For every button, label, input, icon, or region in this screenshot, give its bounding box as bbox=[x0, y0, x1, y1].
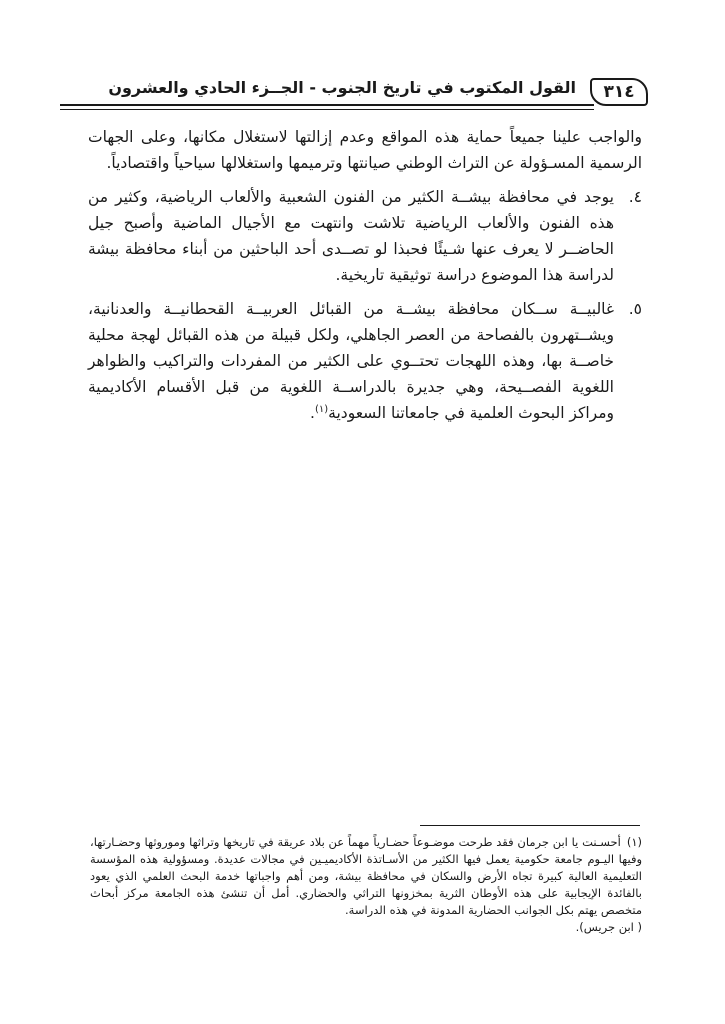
footnote-reference[interactable]: (١) bbox=[314, 403, 329, 415]
header-rule bbox=[60, 104, 594, 106]
main-content bbox=[88, 124, 642, 434]
item-text: يوجد في محافظة بيشــة الكثير من الفنون الشعبية والألعاب الرياضية، وكثير من هذه الفنون والألعاب الرياضية تلاشت وانتهت مع الأجيال الماضية وأصبح جيل الحاضــر لا يعرف عنها شـيئًا فحبذا لو تصــدى أحد الباحثين من أبناء محافظة بيشة لدراسة هذا الموضوع دراسة توثيقية تاريخية. bbox=[88, 188, 614, 284]
item-text: غالبيــة ســكان محافظة بيشــة من القبائل العربيــة القحطانيــة والعدنانية، ويشــتهرون بالفصاحة من العصر الجاهلي، ولكل قبيلة من هذه القبائل لهجة محلية خاصــة بها، وهذه اللهجات تحتــوي على الكثير من المفردات والتراكيب والظواهر اللغوية الفصــيحة، وهي جديرة بالدراســة اللغوية من قبل الأقسام الأكاديمية ومراكز البحوث العلمية في جامعاتنا السعودية bbox=[88, 300, 614, 422]
footnote-1 bbox=[90, 834, 642, 919]
intro-paragraph: والواجب علينا جميعاً حماية هذه المواقع وعدم إزالتها لاستغلال مكانها، وعلى الجهات الرسمية المسـؤولة عن التراث الوطني صيانتها وترميمها واستغلالها سياحياً واقتصادياً. bbox=[88, 128, 642, 172]
footnote-text: أحسـنت يا ابن جرمان فقد طرحت موضـوعاً حضـارياً مهماً عن بلاد عريقة في تاريخها وتراثها وموروثها وحضـارتها، وفيها اليـوم جامعة حكومية يعمل فيها الكثير من الأسـاتذة الأكاديميـين في مجالات عديدة. ومسؤولية هذه المؤسسة التعليمية العالية كبيرة تجاه الأرض والسكان في محافظة بيشة، ومن أهم واجباتها خدمة البحث العلمي الذي يعود بالفائدة الإيجابية على هذه الأوطان الثرية بمخزونها التراثي والحضاري. أمل أن تنشئ هذه الجامعة مركز أبحاث متخصص يهتم بكل الجوانب الحضارية المدونة في هذه الدراسة. bbox=[90, 835, 642, 917]
page-header bbox=[60, 66, 648, 108]
footnotes bbox=[90, 834, 642, 936]
item-end-punctuation: . bbox=[310, 404, 315, 422]
item-number: ٥. bbox=[628, 300, 642, 318]
footnote-separator bbox=[420, 825, 640, 826]
list-item-5 bbox=[88, 296, 642, 426]
item-text-wrapper bbox=[88, 296, 614, 426]
footnote-signature: ( ابن جريس). bbox=[575, 920, 642, 934]
item-number: ٤. bbox=[628, 188, 642, 206]
running-title: القول المكتوب في تاريخ الجنوب - الجــزء الحادي والعشرون bbox=[108, 78, 576, 97]
footnote-mark: (١) bbox=[626, 835, 642, 849]
list-item-4 bbox=[88, 184, 642, 288]
page-number: ٣١٤ bbox=[590, 78, 648, 106]
